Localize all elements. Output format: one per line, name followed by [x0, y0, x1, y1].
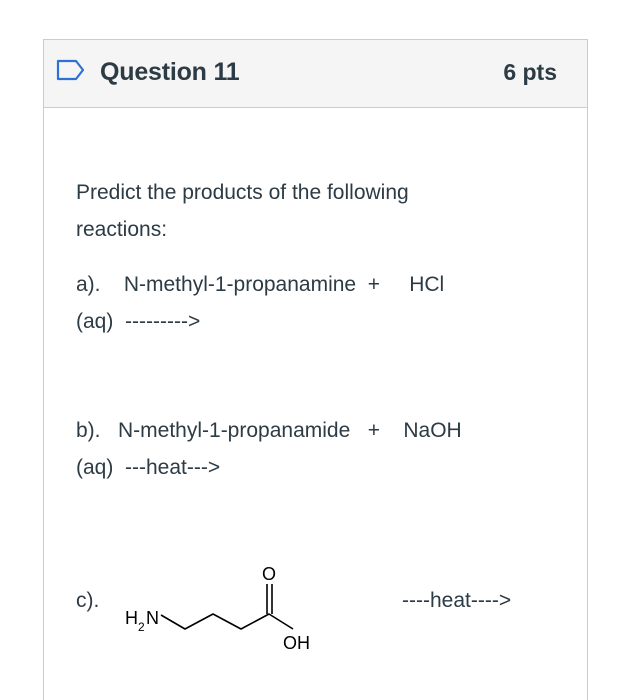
prompt-line-2: reactions: [76, 218, 168, 241]
molecule-structure-4-aminobutanoic-acid [119, 560, 319, 690]
question-title: Question 11 [100, 58, 240, 86]
amine-subscript-label: 2 [138, 620, 145, 634]
part-a-line-1: a). N-methyl-1-propanamine + HCl [76, 273, 445, 296]
question-header [44, 40, 587, 108]
carbon-chain-bonds [161, 614, 293, 629]
question-points: 6 pts [503, 59, 557, 85]
question-card [43, 39, 588, 700]
part-c-label: c). [76, 589, 100, 612]
part-a-line-2: (aq) ---------> [76, 310, 201, 333]
part-c-arrow: ----heat----> [402, 589, 512, 612]
amine-h-label: H [125, 608, 138, 628]
carbonyl-o-label: O [262, 564, 277, 584]
part-b-line-1: b). N-methyl-1-propanamide + NaOH [76, 419, 462, 442]
amine-n-label: N [146, 608, 159, 628]
prompt-line-1: Predict the products of the following [76, 181, 409, 204]
flag-outline-icon[interactable] [56, 59, 86, 81]
hydroxyl-label: OH [283, 633, 310, 653]
part-b-line-2: (aq) ---heat---> [76, 456, 221, 479]
